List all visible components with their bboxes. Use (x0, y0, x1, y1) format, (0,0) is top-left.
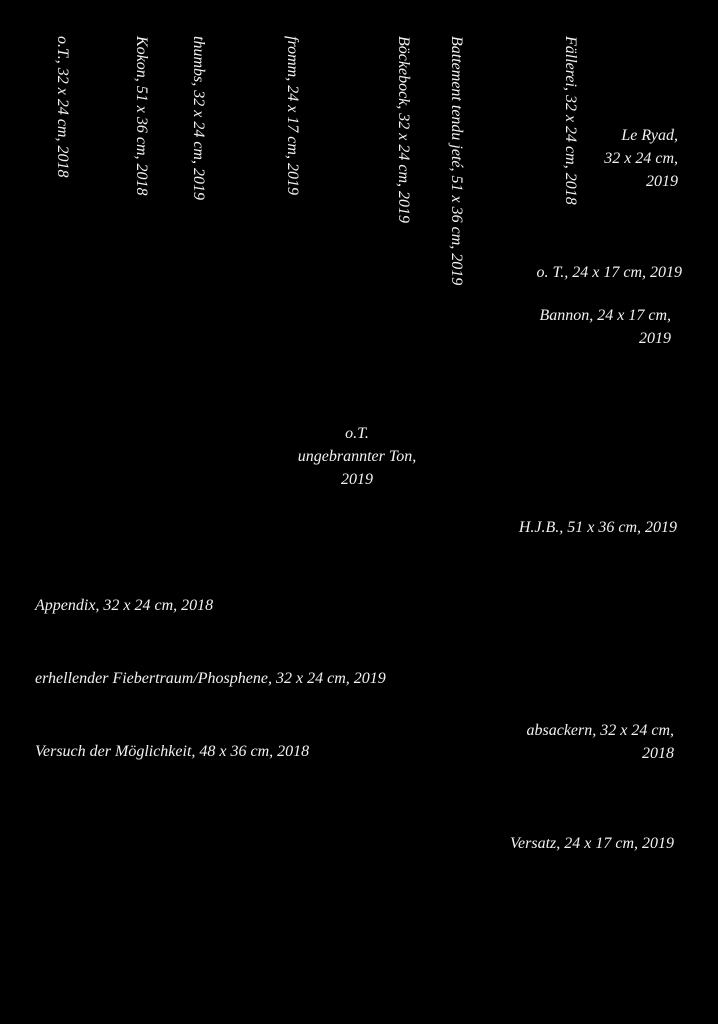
caption-bannon: Bannon, 24 x 17 cm, 2019 (539, 307, 671, 347)
caption-hjb: H.J.B., 51 x 36 cm, 2019 (518, 519, 677, 536)
caption-ot-2019: o. T., 24 x 17 cm, 2019 (536, 264, 682, 281)
caption-battement: Battement tendu jeté, 51 x 36 cm, 2019 (448, 36, 465, 286)
caption-fiebertraum: erhellender Fiebertraum/Phosphene, 32 x 24 cm, 2019 (35, 670, 386, 687)
caption-versuch: Versuch der Möglichkeit, 48 x 36 cm, 2018 (35, 743, 310, 760)
caption-fromm: fromm, 24 x 17 cm, 2019 (284, 36, 301, 195)
caption-kokon: Kokon, 51 x 36 cm, 2018 (133, 36, 150, 196)
caption-le-ryad: Le Ryad, 32 x 24 cm, 2019 (604, 127, 678, 190)
caption-ot-ungebrannter-ton: o.T. ungebrannter Ton, 2019 (297, 425, 417, 488)
caption-absackern: absackern, 32 x 24 cm, 2018 (526, 722, 674, 762)
caption-versatz: Versatz, 24 x 17 cm, 2019 (510, 835, 674, 852)
caption-ot-2018-vertical: o.T., 32 x 24 cm, 2018 (54, 36, 71, 178)
caption-appendix: Appendix, 32 x 24 cm, 2018 (35, 597, 214, 614)
caption-thumbs: thumbs, 32 x 24 cm, 2019 (190, 36, 207, 200)
caption-boeckebock: Böckebock, 32 x 24 cm, 2019 (395, 36, 412, 224)
caption-faellerei: Fällerei, 32 x 24 cm, 2018 (562, 36, 579, 205)
